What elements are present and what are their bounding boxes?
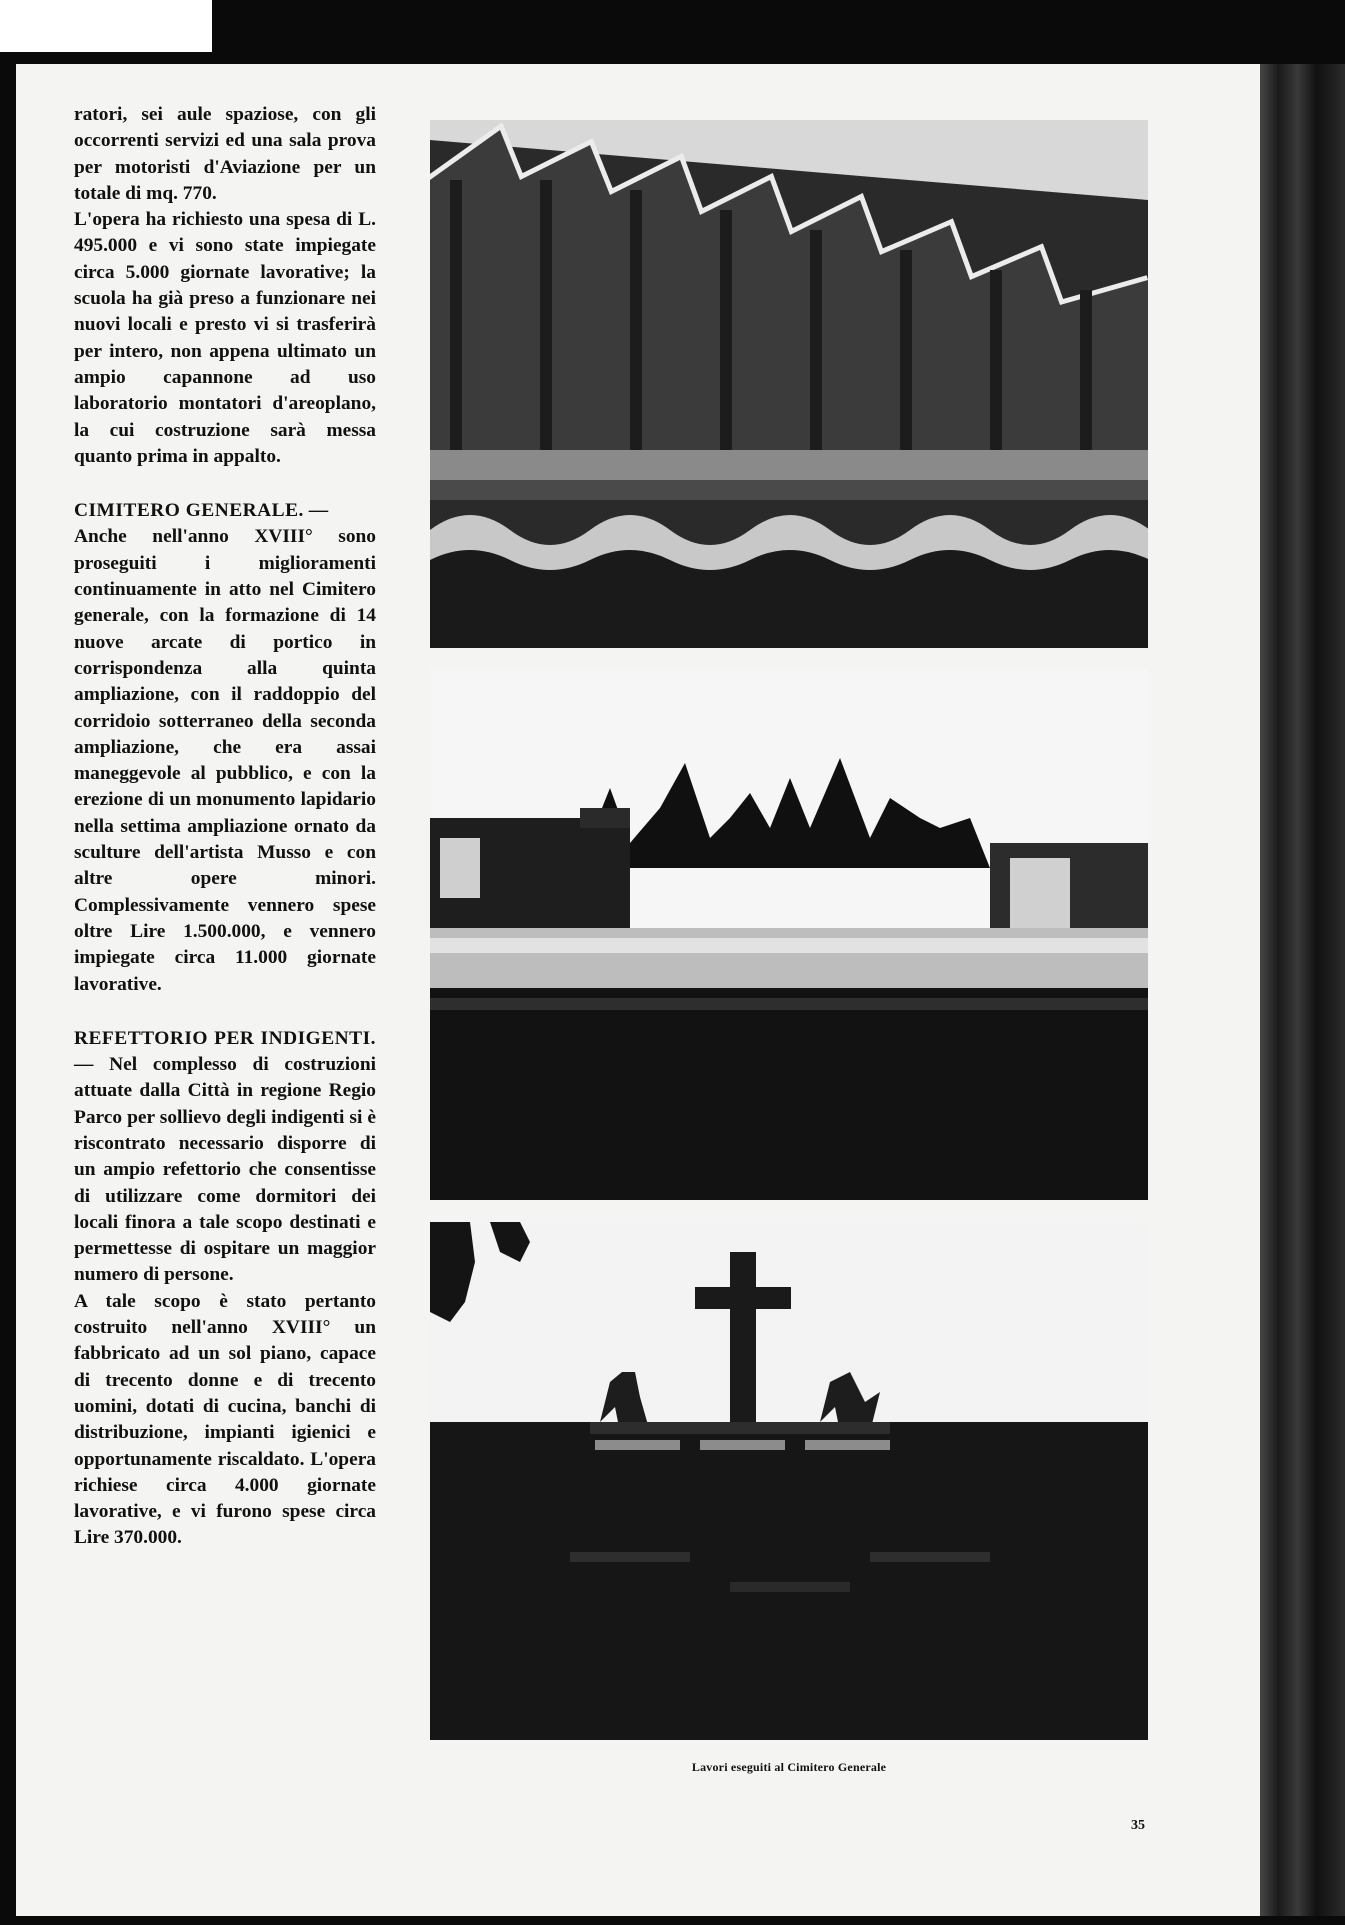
text-column <box>74 102 376 1552</box>
book-spine <box>1250 64 1345 1916</box>
photo-portico-arcades <box>430 120 1148 648</box>
section-heading-cimitero: CIMITERO GENERALE. <box>74 500 304 522</box>
refettorio-section <box>74 1026 376 1289</box>
heading-dash: — <box>74 1054 94 1076</box>
intro-paragraph-2: L'opera ha richiesto una spesa di L. 495.000 e vi sono state impiegate circa 5.000 giornate lavorative; la scuola ha già preso a funzionare nei nuovi locali e presto vi si trasferirà per intero, non appena ultimato un ampio capannone ad uso laboratorio montatori d'areoplano, la cui costruzione sarà messa quanto prima in appalto. <box>74 209 376 467</box>
section-heading-refettorio: REFETTORIO PER INDIGENTI. <box>74 1027 376 1049</box>
intro-paragraph-1: ratori, sei aule spaziose, con gli occorrenti servizi ed una sala prova per motoristi d'Aviazione per un totale di mq. 770. <box>74 104 376 204</box>
cimitero-section <box>74 498 376 524</box>
refettorio-paragraph-2: A tale scopo è stato pertanto costruito nell'anno XVIII° un fabbricato ad un sol piano, capace di trecento donne e di trecento uomini, dotati di cucina, banchi di distribuzione, impianti igienici e opportunamente riscaldato. L'opera richiese circa 4.000 giornate lavorative, e vi furono spese circa Lire 370.000. <box>74 1290 376 1549</box>
cimitero-paragraph: Anche nell'anno XVIII° sono proseguiti i miglioramenti continuamente in atto nel Cimitero generale, con la formazione di 14 nuove arcate di portico in corrispondenza alla quinta ampliazione, con il raddoppio del corridoio sotterraneo della seconda ampliazione, che era assai maneggevole al pubblico, e con la erezione di un monumento lapidario nella settima ampliazione ornato da sculture dell'artista Musso e con altre opere minori. Complessivamente vennero spese oltre Lire 1.500.000, e vennero impiegate circa 11.000 giornate lavorative. <box>74 526 376 995</box>
page-number: 35 <box>1131 1818 1145 1833</box>
photo-wall-trees <box>430 668 1148 1200</box>
scan-label <box>0 0 212 52</box>
photo-cross-monument <box>430 1222 1148 1740</box>
photo-caption: Lavori eseguiti al Cimitero Generale <box>691 1760 887 1774</box>
heading-dash: — <box>308 500 329 522</box>
refettorio-paragraph-1: Nel complesso di costruzioni attuate dalla Città in regione Regio Parco per sollievo degli indigenti si è riscontrato necessario disporre di un ampio refettorio che consentisse di utilizzare come dormitori dei locali finora a tale scopo destinati e permettesse di ospitare un maggior numero di persone. <box>74 1054 376 1286</box>
